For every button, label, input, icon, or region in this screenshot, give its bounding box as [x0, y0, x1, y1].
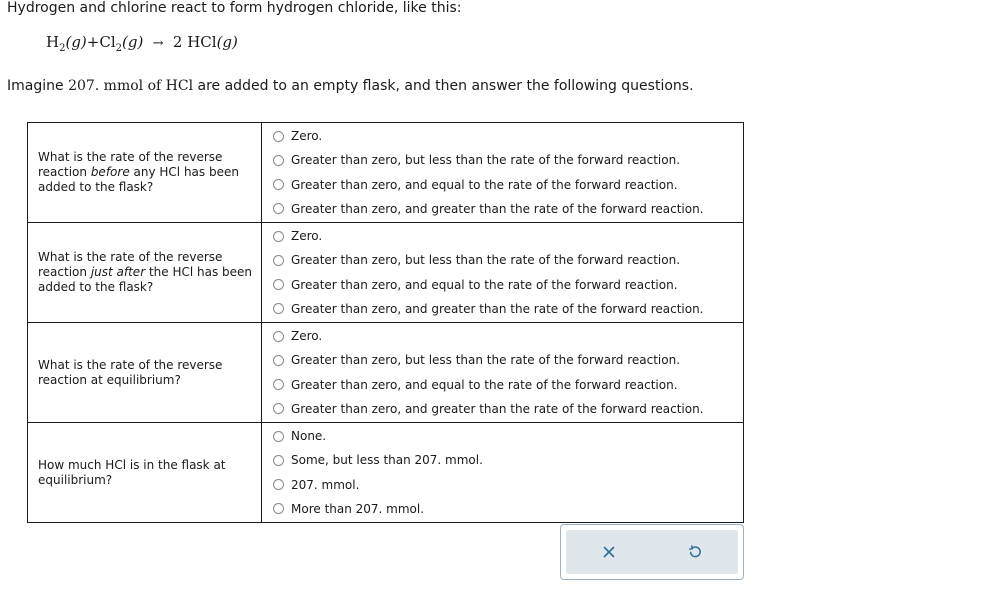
answer-option[interactable]: [262, 497, 743, 521]
undo-button[interactable]: [652, 530, 738, 574]
option-label: Zero.: [291, 129, 323, 144]
answer-options: [262, 123, 744, 223]
answer-option[interactable]: [262, 124, 743, 148]
question-row: [28, 223, 744, 323]
radio-button[interactable]: [273, 403, 284, 414]
option-label: Greater than zero, but less than the rate of the forward reaction.: [291, 253, 681, 268]
question-row: [28, 423, 744, 523]
option-label: Greater than zero, but less than the rate of the forward reaction.: [291, 353, 681, 368]
answer-option[interactable]: [262, 224, 743, 248]
option-label: Some, but less than 207. mmol.: [291, 453, 483, 468]
answer-options: [262, 223, 744, 323]
option-label: Greater than zero, but less than the rate of the forward reaction.: [291, 153, 681, 168]
option-label: More than 207. mmol.: [291, 501, 425, 516]
option-label: Greater than zero, and greater than the rate of the forward reaction.: [291, 201, 704, 216]
radio-button[interactable]: [273, 231, 284, 242]
radio-button[interactable]: [273, 379, 284, 390]
plus-sign: +: [86, 33, 100, 51]
radio-button[interactable]: [273, 479, 284, 490]
answer-option[interactable]: [262, 297, 743, 321]
option-label: Greater than zero, and greater than the rate of the forward reaction.: [291, 401, 704, 416]
reactant-cl2: $Cl_2(g)$: [99, 33, 144, 54]
answer-option[interactable]: [262, 273, 743, 297]
close-icon: [603, 546, 615, 558]
answer-options: [262, 423, 744, 523]
answer-option[interactable]: [262, 397, 743, 421]
action-bar: [566, 530, 738, 574]
answer-option[interactable]: [262, 173, 743, 197]
answer-option[interactable]: [262, 324, 743, 348]
radio-button[interactable]: [273, 279, 284, 290]
radio-button[interactable]: [273, 455, 284, 466]
intro-text: Hydrogen and chlorine react to form hydrogen chloride, like this:: [7, 0, 462, 16]
product-hcl: 2 HCl(g): [172, 33, 238, 51]
radio-button[interactable]: [273, 203, 284, 214]
problem-statement: Imagine 207. mmol of HCl are added to an empty flask, and then answer the following questions.: [7, 78, 694, 94]
option-label: Greater than zero, and equal to the rate of the forward reaction.: [291, 277, 678, 292]
radio-button[interactable]: [273, 179, 284, 190]
option-label: Greater than zero, and equal to the rate of the forward reaction.: [291, 177, 678, 192]
question-text: What is the rate of the reverse reaction just after the HCl has been added to the flask?: [28, 223, 262, 323]
answer-actions: [560, 524, 744, 580]
question-row: [28, 323, 744, 423]
answer-option[interactable]: [262, 148, 743, 172]
option-label: 207. mmol.: [291, 477, 360, 492]
questions-table: [27, 122, 744, 523]
answer-option[interactable]: [262, 197, 743, 221]
answer-option[interactable]: [262, 373, 743, 397]
reactant-h2: $H_2(g)$: [46, 33, 87, 54]
option-label: Zero.: [291, 329, 323, 344]
question-text: What is the rate of the reverse reaction before any HCl has been added to the flask?: [28, 123, 262, 223]
answer-option[interactable]: [262, 448, 743, 472]
radio-button[interactable]: [273, 303, 284, 314]
option-label: Greater than zero, and greater than the rate of the forward reaction.: [291, 301, 704, 316]
answer-options: [262, 323, 744, 423]
question-row: [28, 123, 744, 223]
reaction-arrow-icon: →: [152, 36, 164, 51]
option-label: Greater than zero, and equal to the rate of the forward reaction.: [291, 377, 678, 392]
question-text: What is the rate of the reverse reaction at equilibrium?: [28, 323, 262, 423]
radio-button[interactable]: [273, 331, 284, 342]
answer-option[interactable]: [262, 473, 743, 497]
answer-option[interactable]: [262, 248, 743, 272]
option-label: None.: [291, 429, 327, 444]
question-text: How much HCl is in the flask at equilibrium?: [28, 423, 262, 523]
amount-value: 207. mmol of HCl: [68, 78, 194, 94]
radio-button[interactable]: [273, 131, 284, 142]
radio-button[interactable]: [273, 431, 284, 442]
option-label: Zero.: [291, 229, 323, 244]
radio-button[interactable]: [273, 355, 284, 366]
radio-button[interactable]: [273, 503, 284, 514]
clear-button[interactable]: [566, 530, 652, 574]
undo-icon: [688, 545, 702, 559]
reaction-equation: [46, 32, 238, 54]
answer-option[interactable]: [262, 348, 743, 372]
answer-option[interactable]: [262, 424, 743, 448]
radio-button[interactable]: [273, 155, 284, 166]
radio-button[interactable]: [273, 255, 284, 266]
